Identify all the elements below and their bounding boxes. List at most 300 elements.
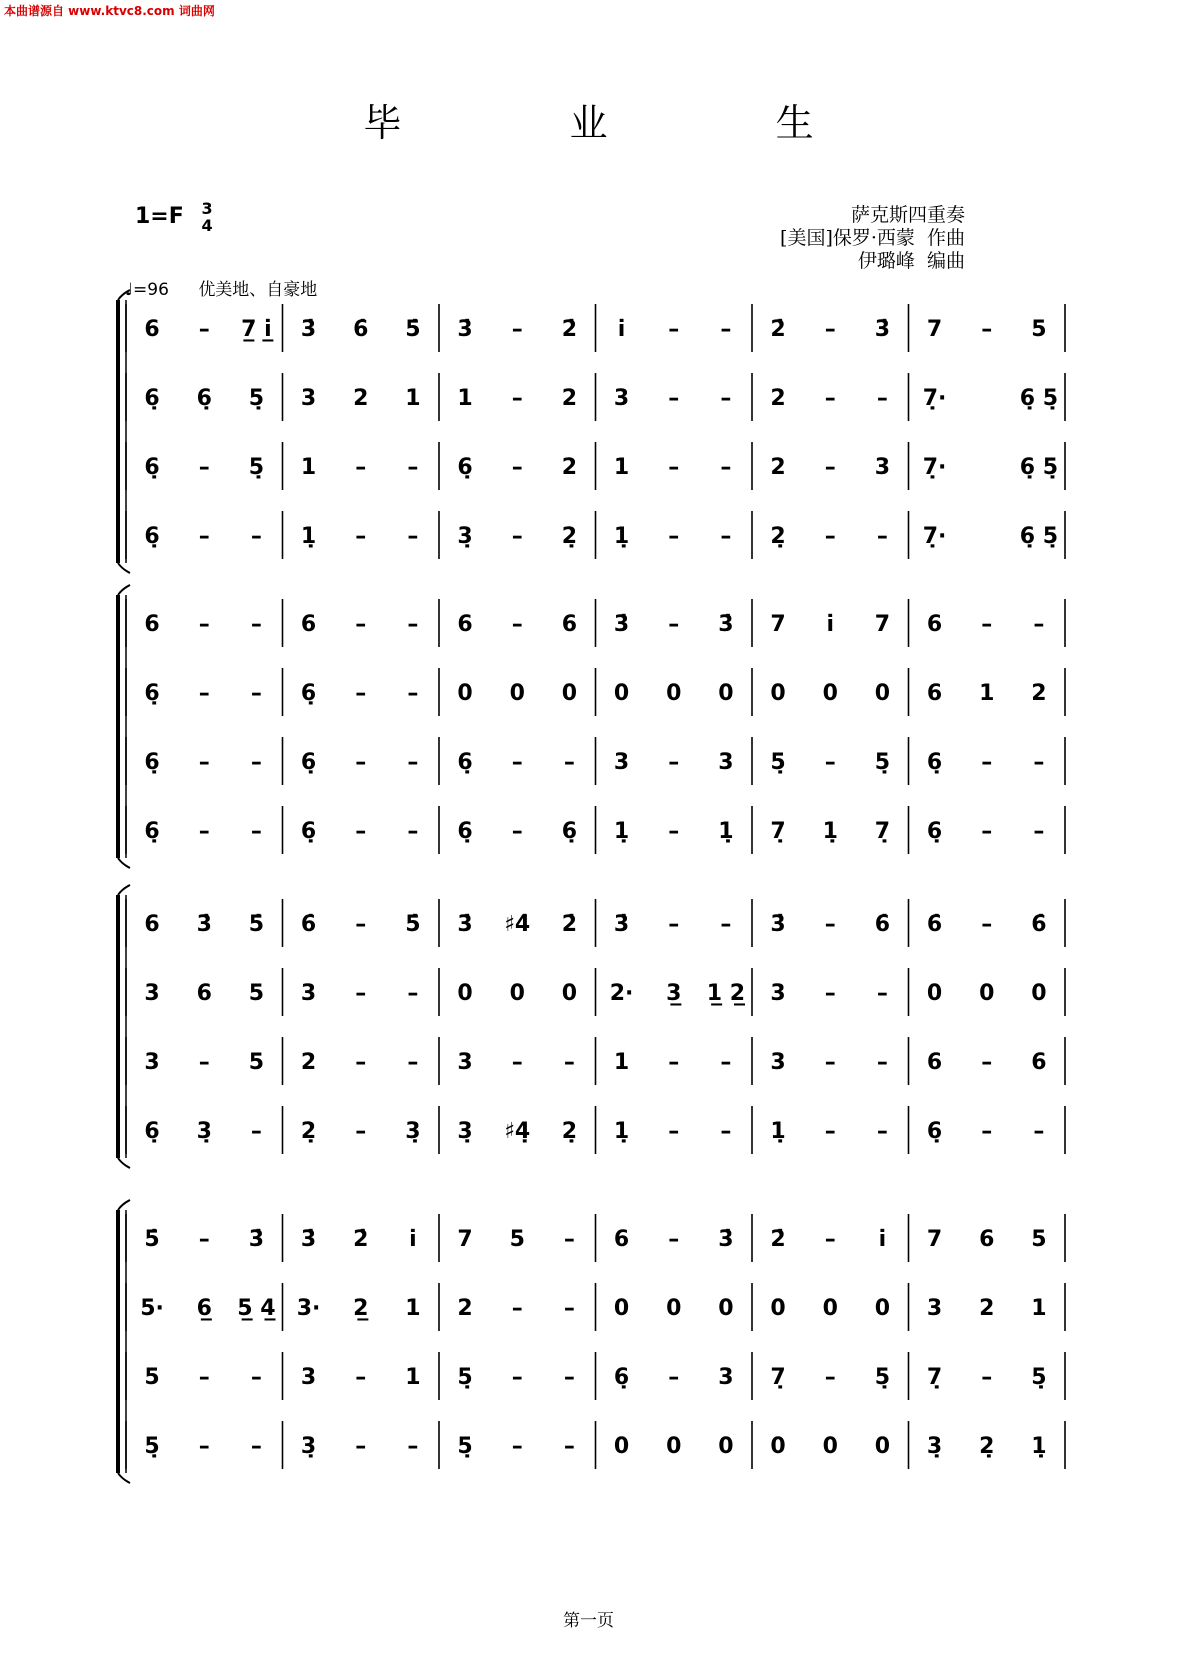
note: 3 [718,1365,734,1390]
note: 0 [666,681,682,706]
note: – [824,981,836,1006]
note: 5̲ 4̲ [237,1296,276,1321]
note: – [198,317,210,342]
note: 0 [822,1296,838,1321]
note: – [720,1119,732,1144]
note: 5̇ [405,317,421,342]
note: 0 [718,1296,734,1321]
note: – [407,1050,419,1075]
note: – [355,1434,367,1459]
note: 2 [979,1296,995,1321]
note: 5̣ [457,1365,473,1390]
note: – [511,455,523,480]
note: 7̣· [922,455,947,480]
note: 2 [770,455,786,480]
note: 3̇ [770,912,786,937]
note: 6̣ [144,1119,160,1144]
note: 7̣ [770,819,786,844]
note: 6̣ [144,386,160,411]
note: 0 [1031,981,1047,1006]
note: 0 [666,1434,682,1459]
note: 0 [770,1296,786,1321]
note: 6̣ [196,386,212,411]
note: – [563,1296,575,1321]
note: 6̣ 5̣ [1019,524,1059,549]
note: 2 [1031,681,1047,706]
note: – [668,524,680,549]
note: 1̣ [613,1119,630,1144]
bracket-hook [118,1200,130,1210]
note: i̇ [878,1227,887,1252]
note: – [355,1365,367,1390]
note: 6̣ [926,750,943,775]
note: 6̇ [1031,912,1047,937]
note: 7 [457,1227,473,1252]
note: – [720,1050,732,1075]
note: – [981,1050,993,1075]
note: 2 [561,386,578,411]
key-label: 1=F [135,204,184,229]
note: – [1033,1119,1045,1144]
note: 1̣ [613,524,630,549]
note: 2̣ [300,1119,317,1144]
note: 2̇ [770,1227,786,1252]
note: 1̣ [770,1119,786,1144]
note: 3 [144,981,160,1006]
note: 0 [509,681,525,706]
note: 0 [718,1434,734,1459]
note: – [355,455,367,480]
note: 7̣ [926,1365,943,1390]
note: 5̣ [248,386,265,411]
note: 3̣ [926,1434,943,1459]
note: – [563,1227,575,1252]
bracket-hook [118,563,130,573]
note: – [668,612,680,637]
note: – [563,750,575,775]
note: 6̣ [144,681,160,706]
note: 6̇ [926,912,943,937]
note: – [250,681,262,706]
note: ♯4̇ [504,912,531,937]
note: – [355,819,367,844]
note: 5 [144,1365,160,1390]
note: ♯4̣ [504,1119,531,1144]
note: 2 [300,1050,317,1075]
note: 6̣ [300,681,317,706]
note: – [563,1050,575,1075]
note: – [563,1434,575,1459]
note: – [407,524,419,549]
note: – [824,1119,836,1144]
note: – [981,1119,993,1144]
note: 2̲ [353,1296,369,1321]
note: 2̣ [561,1119,578,1144]
note: 1̣ [1031,1434,1047,1459]
note: 2̇ [561,317,578,342]
note: 3̣ [300,1434,317,1459]
bracket-hook [118,885,130,895]
note: 6̣ [457,750,473,775]
note: 3̇ [613,912,630,937]
note: 0 [457,681,473,706]
note: – [668,455,680,480]
note: – [355,1119,367,1144]
note: – [668,386,680,411]
note: – [407,750,419,775]
note: 6 [926,1050,943,1075]
page-number: 第一页 [563,1611,614,1631]
note: – [250,819,262,844]
note: 3̇ [457,317,473,342]
note: 6̣ [561,819,578,844]
note: – [511,1050,523,1075]
note: – [720,524,732,549]
note: – [981,912,993,937]
note: 0 [718,681,734,706]
note: – [876,386,888,411]
note: 1̣ [718,819,734,844]
note: 7 [874,612,891,637]
note: 1 [405,386,421,411]
note: – [198,1434,210,1459]
note: – [250,524,262,549]
note: – [511,524,523,549]
bracket-hook [118,585,130,595]
note: 3̇ [248,1227,265,1252]
note: – [511,612,523,637]
note: 5̣ [457,1434,473,1459]
note: 1̣ [822,819,838,844]
note: 5̣ [144,1434,160,1459]
note: 1̣ [300,524,317,549]
note: 5· [140,1296,164,1321]
note: 5̇ [405,912,421,937]
note: 0 [979,981,995,1006]
note: 0 [666,1296,682,1321]
note: 7̣ [770,1365,786,1390]
note: – [407,681,419,706]
note: – [824,524,836,549]
note: 3 [770,1050,786,1075]
note: – [198,455,210,480]
note: – [250,1434,262,1459]
note: 7̣· [922,386,947,411]
note: – [668,1365,680,1390]
note: 0 [874,1434,891,1459]
note: – [1033,750,1045,775]
note: – [981,750,993,775]
note: – [407,455,419,480]
note: 5 [248,981,265,1006]
note: 7̣ [874,819,891,844]
note: 2 [561,455,578,480]
credit-arranger: 伊璐峰 编曲 [857,250,965,272]
note: – [720,455,732,480]
note: 3 [770,981,786,1006]
note: 0 [926,981,943,1006]
note: – [563,1365,575,1390]
note: 6̣ [300,750,317,775]
note: 2̣ [770,524,786,549]
note: 6̣ [457,819,473,844]
note: 2 [457,1296,473,1321]
note: i̇ [826,612,835,637]
note: – [511,1434,523,1459]
note: – [355,750,367,775]
note: 6̣ [926,1119,943,1144]
note: 6 [979,1227,995,1252]
note: 1 [405,1296,421,1321]
note: – [407,1434,419,1459]
note: 5̇ [144,1227,160,1252]
note: – [355,1050,367,1075]
note: 6 [144,612,160,637]
note: – [198,612,210,637]
note: – [407,819,419,844]
note: 3̣ [405,1119,421,1144]
note: – [511,750,523,775]
note: – [198,1227,210,1252]
bracket-hook [118,290,130,300]
note: 5̣ [874,750,891,775]
note: – [250,1119,262,1144]
note: – [198,750,210,775]
note: – [668,1227,680,1252]
note: 0 [561,681,578,706]
note: 2̇ [770,317,786,342]
note: – [511,317,523,342]
note: 0 [457,981,473,1006]
note: 5 [1031,317,1047,342]
credit-composer: [美国]保罗·西蒙 作曲 [780,227,965,249]
note: – [250,1365,262,1390]
note: – [668,1050,680,1075]
note: 6 [1031,1050,1047,1075]
note: 7̲ i̲̇ [241,317,272,342]
note: 6 [300,612,317,637]
note: 2̇ [561,912,578,937]
note: 1 [405,1365,421,1390]
note: 3· [296,1296,321,1321]
note: – [876,1119,888,1144]
page-title: 毕 业 生 [363,101,892,145]
note: 0 [770,681,786,706]
note: 5̇ [248,912,265,937]
note: 2̣ [561,524,578,549]
note: 5 [248,1050,265,1075]
note: 2· [609,981,634,1006]
note: 6̇ [874,912,891,937]
credit-ensemble: 萨克斯四重奏 [850,204,965,226]
note: 6̣ [144,455,160,480]
note: – [1033,819,1045,844]
note: 1 [300,455,317,480]
note: – [198,524,210,549]
note: 3̇ [457,912,473,937]
note: 0 [822,681,838,706]
note: 3 [926,1296,943,1321]
note: 6 [196,981,212,1006]
note: 3 [457,1050,473,1075]
note: 5̣ [1031,1365,1047,1390]
note: 0 [509,981,525,1006]
note: 0 [822,1434,838,1459]
note: 6̣ [926,819,943,844]
note: – [981,612,993,637]
note: – [198,1050,210,1075]
note: 6 [561,612,578,637]
note: 3 [144,1050,160,1075]
note: 2 [770,386,786,411]
note: 3̲ [666,981,682,1006]
note: 6 [144,317,160,342]
note: – [198,681,210,706]
note: 2̣ [979,1434,995,1459]
note: 7 [770,612,786,637]
note: 3 [613,750,630,775]
note: – [355,981,367,1006]
note: 0 [561,981,578,1006]
note: 3 [300,386,317,411]
note: 6̣ [144,750,160,775]
note: 0 [874,681,891,706]
note: – [876,1050,888,1075]
note: 3̣ [457,1119,473,1144]
note: 5̣ [248,455,265,480]
note: – [824,1050,836,1075]
note: – [876,981,888,1006]
note: 5̣ [770,750,786,775]
note: 0 [613,1434,630,1459]
note: 1 [979,681,995,706]
note: – [355,912,367,937]
note: 5 [509,1227,525,1252]
note: – [1033,612,1045,637]
note: i̇ [409,1227,417,1252]
time-signature-bottom: 4 [201,216,213,235]
note: – [668,819,680,844]
note: 6 [457,612,473,637]
note: – [355,681,367,706]
note: – [198,819,210,844]
note: 3 [874,455,891,480]
note: 0 [770,1434,786,1459]
note: – [511,1365,523,1390]
note: – [355,524,367,549]
note: 3̇ [196,912,212,937]
note: – [876,524,888,549]
note: 7 [926,1227,943,1252]
note: – [198,1365,210,1390]
note: – [824,386,836,411]
note: 3̣ [196,1119,212,1144]
note: 1 [457,386,473,411]
note: – [824,1365,836,1390]
note: 3 [300,981,317,1006]
note: – [981,819,993,844]
note: – [720,912,732,937]
note: – [981,1365,993,1390]
note: 3 [718,750,734,775]
note: 6̣ [613,1365,630,1390]
note: 7 [926,317,943,342]
source-watermark: 本曲谱源自 www.ktvc8.com 词曲网 [4,4,215,18]
note: 7̣· [922,524,947,549]
bracket-hook [118,1473,130,1483]
note: 2̇ [353,1227,369,1252]
note: 3̇ [718,1227,734,1252]
note: 3̇ [300,1227,317,1252]
note: – [407,981,419,1006]
note: 1 [613,455,630,480]
note: 5 [1031,1227,1047,1252]
note: 3̇ [613,612,630,637]
note: 3 [613,386,630,411]
note: – [668,750,680,775]
note: – [250,750,262,775]
note: – [355,612,367,637]
note: 0 [613,1296,630,1321]
note: – [824,1227,836,1252]
note: 6̣ [457,455,473,480]
note: 3̇ [718,612,734,637]
note: 1 [613,1050,630,1075]
note: 3̇ [300,317,317,342]
note: 0 [613,681,630,706]
bracket-hook [118,1158,130,1168]
time-signature-top: 3 [201,199,213,218]
note: 1̲ 2̲ [706,981,746,1006]
note: 6 [144,912,160,937]
note: 1̣ [613,819,630,844]
tempo-value: ♩=96 [125,280,169,300]
note: – [720,386,732,411]
note: 6̇ [353,317,369,342]
note: 6̇ [300,912,317,937]
note: 0 [874,1296,891,1321]
note: – [668,317,680,342]
note: – [981,317,993,342]
note: 6 [613,1227,630,1252]
note: – [668,912,680,937]
note: 6̲ [196,1296,212,1321]
note: – [668,1119,680,1144]
expression-marking: 优美地、自豪地 [198,280,318,300]
note: 6̣ 5̣ [1019,386,1059,411]
note: 6̣ [144,819,160,844]
note: 6̣ 5̣ [1019,455,1059,480]
bracket-hook [118,858,130,868]
note: 3̣ [457,524,473,549]
note: 6 [926,681,943,706]
note: 2 [353,386,369,411]
note: – [511,1296,523,1321]
note: – [824,455,836,480]
note: 5̣ [874,1365,891,1390]
note: – [824,317,836,342]
note: – [250,612,262,637]
note: – [407,612,419,637]
note: 6 [926,612,943,637]
note: 1 [1031,1296,1047,1321]
note: i̇ [617,317,626,342]
note: 6̣ [300,819,317,844]
note: 6̣ [144,524,160,549]
note: 3̇ [874,317,891,342]
note: – [824,750,836,775]
note: 3 [300,1365,317,1390]
